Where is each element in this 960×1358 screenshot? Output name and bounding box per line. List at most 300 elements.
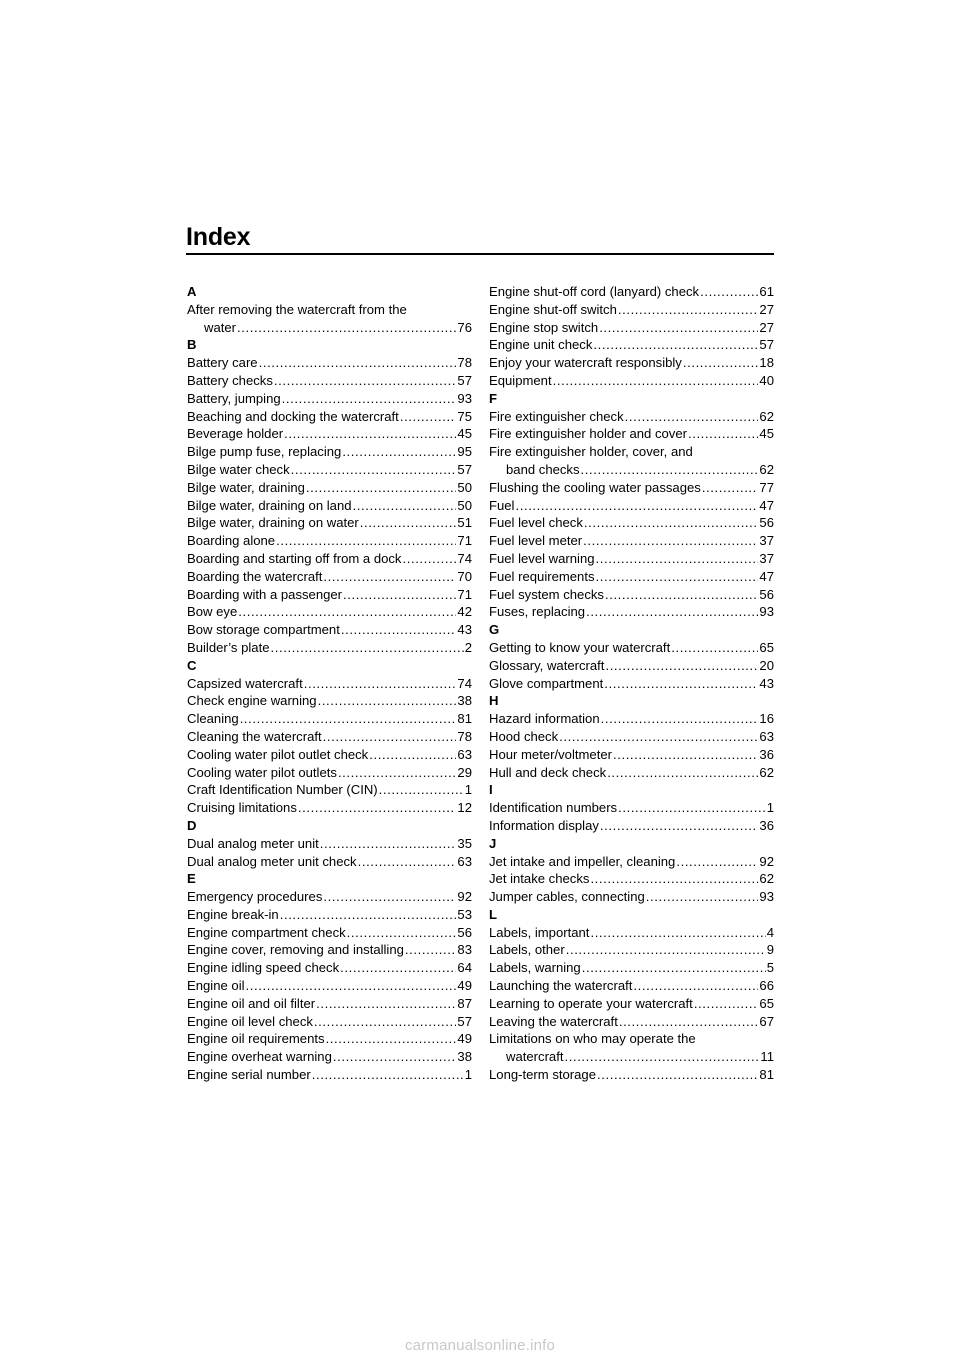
index-entry-page: 83 (457, 942, 472, 958)
dot-leader (323, 568, 456, 586)
index-entry-continuation (187, 319, 472, 337)
index-entry (489, 301, 774, 319)
index-entry (187, 408, 472, 426)
dot-leader (618, 301, 759, 319)
index-entry-text: Boarding with a passenger (187, 586, 343, 602)
index-entry-page: 36 (759, 817, 774, 833)
index-entry-text: Glove compartment (489, 675, 604, 691)
dot-leader (564, 1048, 759, 1066)
index-entry-page: 93 (759, 604, 774, 620)
dot-leader (369, 746, 456, 764)
index-letter-l: L (489, 906, 497, 922)
dot-leader (340, 959, 456, 977)
dot-leader (646, 888, 759, 906)
dot-leader (599, 319, 758, 337)
index-entry-text: Fire extinguisher holder, cover, and (489, 444, 693, 460)
index-entry-text: Bow storage compartment (187, 622, 340, 638)
index-entry-page: 18 (759, 355, 774, 371)
dot-leader (553, 372, 759, 390)
dot-leader (601, 710, 759, 728)
dot-leader (590, 870, 758, 888)
index-entry (489, 1030, 774, 1066)
index-letter-d: D (187, 817, 197, 833)
index-entry-text: Limitations on who may operate the (489, 1031, 696, 1047)
index-entry (489, 924, 774, 942)
index-entry (489, 995, 774, 1013)
dot-leader (619, 1013, 759, 1031)
index-entry-page: 29 (457, 764, 472, 780)
index-entry-text: Fuel level check (489, 515, 583, 531)
index-entry-page: 37 (759, 550, 774, 566)
index-entry-text: Beverage holder (187, 426, 284, 442)
index-entry (489, 941, 774, 959)
index-entry-text: Capsized watercraft (187, 675, 303, 691)
index-entry (489, 639, 774, 657)
dot-leader (259, 354, 457, 372)
index-entry (489, 336, 774, 354)
title-rule (186, 253, 774, 255)
index-entry-text: Engine overheat warning (187, 1049, 332, 1065)
index-letter-f: F (489, 390, 497, 406)
dot-leader (596, 550, 759, 568)
index-entry-page: 78 (457, 728, 472, 744)
dot-leader (353, 497, 457, 515)
dot-leader (702, 479, 759, 497)
dot-leader (625, 408, 759, 426)
index-entry (187, 1066, 472, 1084)
index-entry-text: Engine oil requirements (187, 1031, 325, 1047)
index-entry (489, 497, 774, 515)
index-entry-page: 1 (464, 782, 472, 798)
index-letter-e: E (187, 871, 196, 887)
index-entry-text: Leaving the watercraft (489, 1013, 618, 1029)
index-entry-text: Boarding and starting off from a dock (187, 550, 402, 566)
index-entry (489, 1066, 774, 1084)
index-entry-page: 87 (457, 995, 472, 1011)
index-entry-text: Bilge water, draining (187, 479, 305, 495)
index-entry-page: 38 (457, 1049, 472, 1065)
dot-leader (590, 924, 765, 942)
dot-leader (318, 692, 457, 710)
page-title: Index (186, 223, 251, 251)
index-entry (187, 550, 472, 568)
index-entry (187, 390, 472, 408)
index-entry-page: 77 (759, 479, 774, 495)
index-entry-page: 81 (457, 711, 472, 727)
index-entry-text: Engine oil and oil filter (187, 995, 316, 1011)
index-entry (187, 568, 472, 586)
index-entry-page: 56 (759, 515, 774, 531)
index-entry (187, 995, 472, 1013)
index-entry (187, 977, 472, 995)
index-entry-page: 62 (759, 871, 774, 887)
index-entry-text: Cleaning (187, 711, 239, 727)
index-entry (489, 675, 774, 693)
index-entry-page: 70 (457, 568, 472, 584)
index-letter-c: C (187, 657, 197, 673)
index-entry (489, 764, 774, 782)
index-entry (187, 301, 472, 337)
dot-leader (237, 319, 456, 337)
dot-leader (582, 959, 766, 977)
dot-leader (312, 1066, 464, 1084)
footer-watermark: carmanualsonline.info (404, 1337, 556, 1354)
index-entry-page: 93 (759, 889, 774, 905)
index-entry-text: Engine shut-off cord (lanyard) check (489, 284, 700, 299)
index-entry-text: Cooling water pilot outlets (187, 764, 337, 780)
dot-leader (694, 995, 759, 1013)
dot-leader (633, 977, 758, 995)
index-entry-text: Engine idling speed check (187, 960, 340, 976)
index-entry-text: Battery, jumping (187, 390, 281, 406)
index-entry (489, 657, 774, 675)
index-entry-text: Fire extinguisher holder and cover (489, 426, 687, 442)
index-entry-page: 47 (759, 568, 774, 584)
index-entry-page: 50 (457, 497, 472, 513)
dot-leader (358, 853, 457, 871)
index-entry-text: Hood check (489, 728, 559, 744)
index-entry (187, 710, 472, 728)
index-entry-text: Hour meter/voltmeter (489, 746, 612, 762)
index-entry (187, 906, 472, 924)
index-entry (187, 888, 472, 906)
index-entry-text: Fuel requirements (489, 568, 595, 584)
index-entry-page: 49 (457, 1031, 472, 1047)
dot-leader (342, 443, 456, 461)
index-entry-page: 74 (457, 675, 472, 691)
index-entry-page: 51 (457, 515, 472, 531)
index-letter-h: H (489, 693, 499, 709)
index-entry (187, 425, 472, 443)
index-entry-text: Information display (489, 817, 599, 833)
index-entry-page: 53 (457, 906, 472, 922)
index-entry-text: Engine unit check (489, 337, 593, 353)
dot-leader (271, 639, 464, 657)
index-entry (489, 853, 774, 871)
dot-leader (246, 977, 457, 995)
index-entry (489, 728, 774, 746)
index-entry-text: Launching the watercraft (489, 978, 633, 994)
index-entry-text: Engine compartment check (187, 924, 346, 940)
dot-leader (304, 675, 457, 693)
index-entry-page: 57 (457, 1013, 472, 1029)
dot-leader (240, 710, 457, 728)
index-entry-text: Engine serial number (187, 1067, 311, 1083)
dot-leader (291, 461, 457, 479)
dot-leader (347, 924, 457, 942)
index-entry (489, 568, 774, 586)
index-entry-page: 37 (759, 533, 774, 549)
index-entry-text: Engine shut-off switch (489, 301, 617, 317)
index-entry (187, 532, 472, 550)
dot-leader (586, 603, 758, 621)
dot-leader (559, 728, 758, 746)
index-entry-continuation (489, 461, 774, 479)
index-entry-page: 71 (457, 533, 472, 549)
index-entry-text: Getting to know your watercraft (489, 639, 671, 655)
index-entry-text: Craft Identification Number (CIN) (187, 782, 378, 798)
index-entry (489, 586, 774, 604)
dot-leader (306, 479, 457, 497)
index-entry-page: 45 (457, 426, 472, 442)
index-entry-text: Boarding the watercraft (187, 568, 323, 584)
index-entry (187, 728, 472, 746)
index-entry (187, 354, 472, 372)
dot-leader (343, 586, 456, 604)
index-entry (187, 603, 472, 621)
dot-leader (597, 1066, 758, 1084)
index-entry-text: Fuel system checks (489, 586, 604, 602)
index-entry-text: Learning to operate your watercraft (489, 995, 693, 1011)
index-entry-continuation (489, 1048, 774, 1066)
index-entry (187, 959, 472, 977)
index-entry (187, 781, 472, 799)
index-entry (489, 443, 774, 479)
dot-leader (566, 941, 766, 959)
dot-leader (584, 514, 759, 532)
dot-leader (360, 514, 457, 532)
index-entry-page: 62 (759, 461, 774, 477)
index-entry-text: Battery checks (187, 372, 273, 388)
index-entry (187, 1013, 472, 1031)
index-entry-page: 65 (759, 639, 774, 655)
index-entry (187, 764, 472, 782)
index-entry-page: 43 (457, 622, 472, 638)
index-entry-page: 63 (457, 853, 472, 869)
index-column-left (187, 283, 472, 1084)
index-entry-page: 12 (457, 800, 472, 816)
index-entry-page: 76 (457, 319, 472, 335)
index-entry (187, 1048, 472, 1066)
index-entry-text: Battery care (187, 355, 258, 371)
index-entry-page: 57 (759, 337, 774, 353)
index-entry (187, 941, 472, 959)
index-entry-page: 47 (759, 497, 774, 513)
dot-leader (326, 1030, 457, 1048)
index-entry-page: 57 (457, 372, 472, 388)
index-entry-text: Long-term storage (489, 1067, 596, 1083)
index-entry-text: Builder’s plate (187, 639, 270, 655)
index-entry-page: 92 (457, 889, 472, 905)
index-letter-b: B (187, 337, 197, 353)
dot-leader (282, 390, 457, 408)
index-entry (489, 283, 774, 301)
index-entry-text: Fuel (489, 497, 515, 513)
index-entry (187, 497, 472, 515)
index-entry-text: Cooling water pilot outlet check (187, 746, 369, 762)
index-entry-page: 57 (457, 461, 472, 477)
index-entry (187, 835, 472, 853)
index-entry-text: Engine oil level check (187, 1013, 313, 1029)
index-entry-text: Cleaning the watercraft (187, 728, 322, 744)
index-entry (489, 977, 774, 995)
dot-leader (596, 568, 759, 586)
index-entry-page: 27 (759, 301, 774, 317)
index-entry (489, 514, 774, 532)
index-letter-i: I (489, 782, 493, 798)
index-entry-page: 49 (457, 978, 472, 994)
index-entry (489, 746, 774, 764)
index-entry-text: water (204, 319, 237, 335)
index-entry-page: 71 (457, 586, 472, 602)
index-entry-text: Hazard information (489, 711, 600, 727)
index-entry-text: watercraft (506, 1049, 564, 1065)
index-entry-page: 43 (759, 675, 774, 691)
index-entry-text: Glossary, watercraft (489, 657, 605, 673)
dot-leader (593, 336, 758, 354)
index-entry (187, 372, 472, 390)
index-entry (187, 443, 472, 461)
index-entry-text: Fuses, replacing (489, 604, 586, 620)
index-entry-page: 66 (759, 978, 774, 994)
dot-leader (613, 746, 758, 764)
index-entry-text: Emergency procedures (187, 889, 323, 905)
index-entry-text: Labels, other (489, 942, 565, 958)
index-entry-text: Engine break-in (187, 906, 279, 922)
dot-leader (683, 354, 759, 372)
index-entry (489, 817, 774, 835)
index-entry-text: Labels, warning (489, 960, 581, 976)
index-entry-page: 9 (766, 942, 774, 958)
index-entry (187, 692, 472, 710)
index-entry-text: Dual analog meter unit (187, 835, 319, 851)
index-entry (489, 870, 774, 888)
index-entry (489, 408, 774, 426)
index-entry-text: Engine cover, removing and installing (187, 942, 404, 958)
dot-leader (700, 283, 758, 301)
index-entry (489, 710, 774, 728)
index-entry-text: Jet intake checks (489, 871, 590, 887)
index-entry-page: 11 (760, 1049, 774, 1065)
index-entry-text: Boarding alone (187, 533, 276, 549)
index-entry-page: 35 (457, 835, 472, 851)
index-entry (187, 924, 472, 942)
dot-leader (400, 408, 457, 426)
dot-leader (600, 817, 759, 835)
index-letter-g: G (489, 622, 500, 638)
index-entry (187, 853, 472, 871)
index-entry-page: 63 (457, 746, 472, 762)
index-entry-page: 56 (759, 586, 774, 602)
index-entry (489, 319, 774, 337)
dot-leader (274, 372, 457, 390)
index-entry (187, 746, 472, 764)
index-entry (187, 675, 472, 693)
index-entry (187, 514, 472, 532)
index-entry-page: 74 (457, 550, 472, 566)
dot-leader (402, 550, 456, 568)
index-letter-j: J (489, 835, 497, 851)
dot-leader (671, 639, 758, 657)
index-entry-page: 4 (766, 924, 774, 940)
index-entry-page: 42 (457, 604, 472, 620)
index-entry-text: Identification numbers (489, 800, 618, 816)
index-entry-text: Bilge water, draining on land (187, 497, 352, 513)
index-entry-text: Bilge water, draining on water (187, 515, 359, 531)
index-entry-text: Labels, important (489, 924, 590, 940)
index-entry (489, 799, 774, 817)
dot-leader (238, 603, 456, 621)
index-entry-text: Flushing the cooling water passages (489, 479, 701, 495)
dot-leader (284, 425, 456, 443)
index-entry-page: 2 (464, 639, 472, 655)
index-column-right (489, 283, 774, 1084)
index-entry-page: 27 (759, 319, 774, 335)
dot-leader (314, 1013, 457, 1031)
index-entry-text: Jet intake and impeller, cleaning (489, 853, 676, 869)
index-entry-text: Beaching and docking the watercraft (187, 408, 399, 424)
dot-leader (604, 675, 758, 693)
index-entry-page: 81 (759, 1067, 774, 1083)
index-entry (489, 603, 774, 621)
dot-leader (316, 995, 456, 1013)
index-entry-text: band checks (506, 461, 580, 477)
index-entry-text: Jumper cables, connecting (489, 889, 645, 905)
index-entry-page: 20 (759, 657, 774, 673)
dot-leader (607, 764, 758, 782)
index-entry-page: 1 (464, 1067, 472, 1083)
index-entry-text: Bilge pump fuse, replacing (187, 444, 342, 460)
index-entry-page: 92 (759, 853, 774, 869)
index-entry-text: Fire extinguisher check (489, 408, 624, 424)
dot-leader (676, 853, 758, 871)
index-entry (489, 959, 774, 977)
index-entry-page: 45 (759, 426, 774, 442)
index-entry-page: 1 (766, 800, 774, 816)
index-entry-page: 40 (759, 372, 774, 388)
index-entry-text: After removing the watercraft from the (187, 301, 407, 317)
index-entry (489, 479, 774, 497)
index-entry-text: Check engine warning (187, 693, 317, 709)
index-entry-page: 67 (759, 1013, 774, 1029)
index-entry-text: Fuel level meter (489, 533, 583, 549)
index-entry-text: Fuel level warning (489, 550, 595, 566)
dot-leader (688, 425, 758, 443)
index-entry (187, 639, 472, 657)
index-entry-page: 62 (759, 764, 774, 780)
index-entry-page: 95 (457, 444, 472, 460)
index-entry (187, 461, 472, 479)
dot-leader (333, 1048, 457, 1066)
index-entry (489, 372, 774, 390)
dot-leader (618, 799, 766, 817)
index-entry-page: 56 (457, 924, 472, 940)
index-entry (187, 586, 472, 604)
index-entry-page: 78 (457, 355, 472, 371)
index-entry-text: Enjoy your watercraft responsibly (489, 355, 682, 371)
dot-leader (605, 657, 758, 675)
index-entry-page: 65 (759, 995, 774, 1011)
index-entry-page: 36 (759, 746, 774, 762)
index-entry (187, 479, 472, 497)
index-entry (187, 621, 472, 639)
index-entry-page: 38 (457, 693, 472, 709)
index-entry-page: 50 (457, 479, 472, 495)
dot-leader (323, 888, 456, 906)
dot-leader (320, 835, 457, 853)
index-entry-page: 93 (457, 390, 472, 406)
index-entry (489, 1013, 774, 1031)
dot-leader (276, 532, 456, 550)
index-entry-page: 75 (457, 408, 472, 424)
dot-leader (379, 781, 464, 799)
index-entry-text: Dual analog meter unit check (187, 853, 357, 869)
dot-leader (280, 906, 457, 924)
index-entry-text: Equipment (489, 372, 552, 388)
dot-leader (341, 621, 457, 639)
dot-leader (581, 461, 759, 479)
index-entry-page: 16 (759, 711, 774, 727)
